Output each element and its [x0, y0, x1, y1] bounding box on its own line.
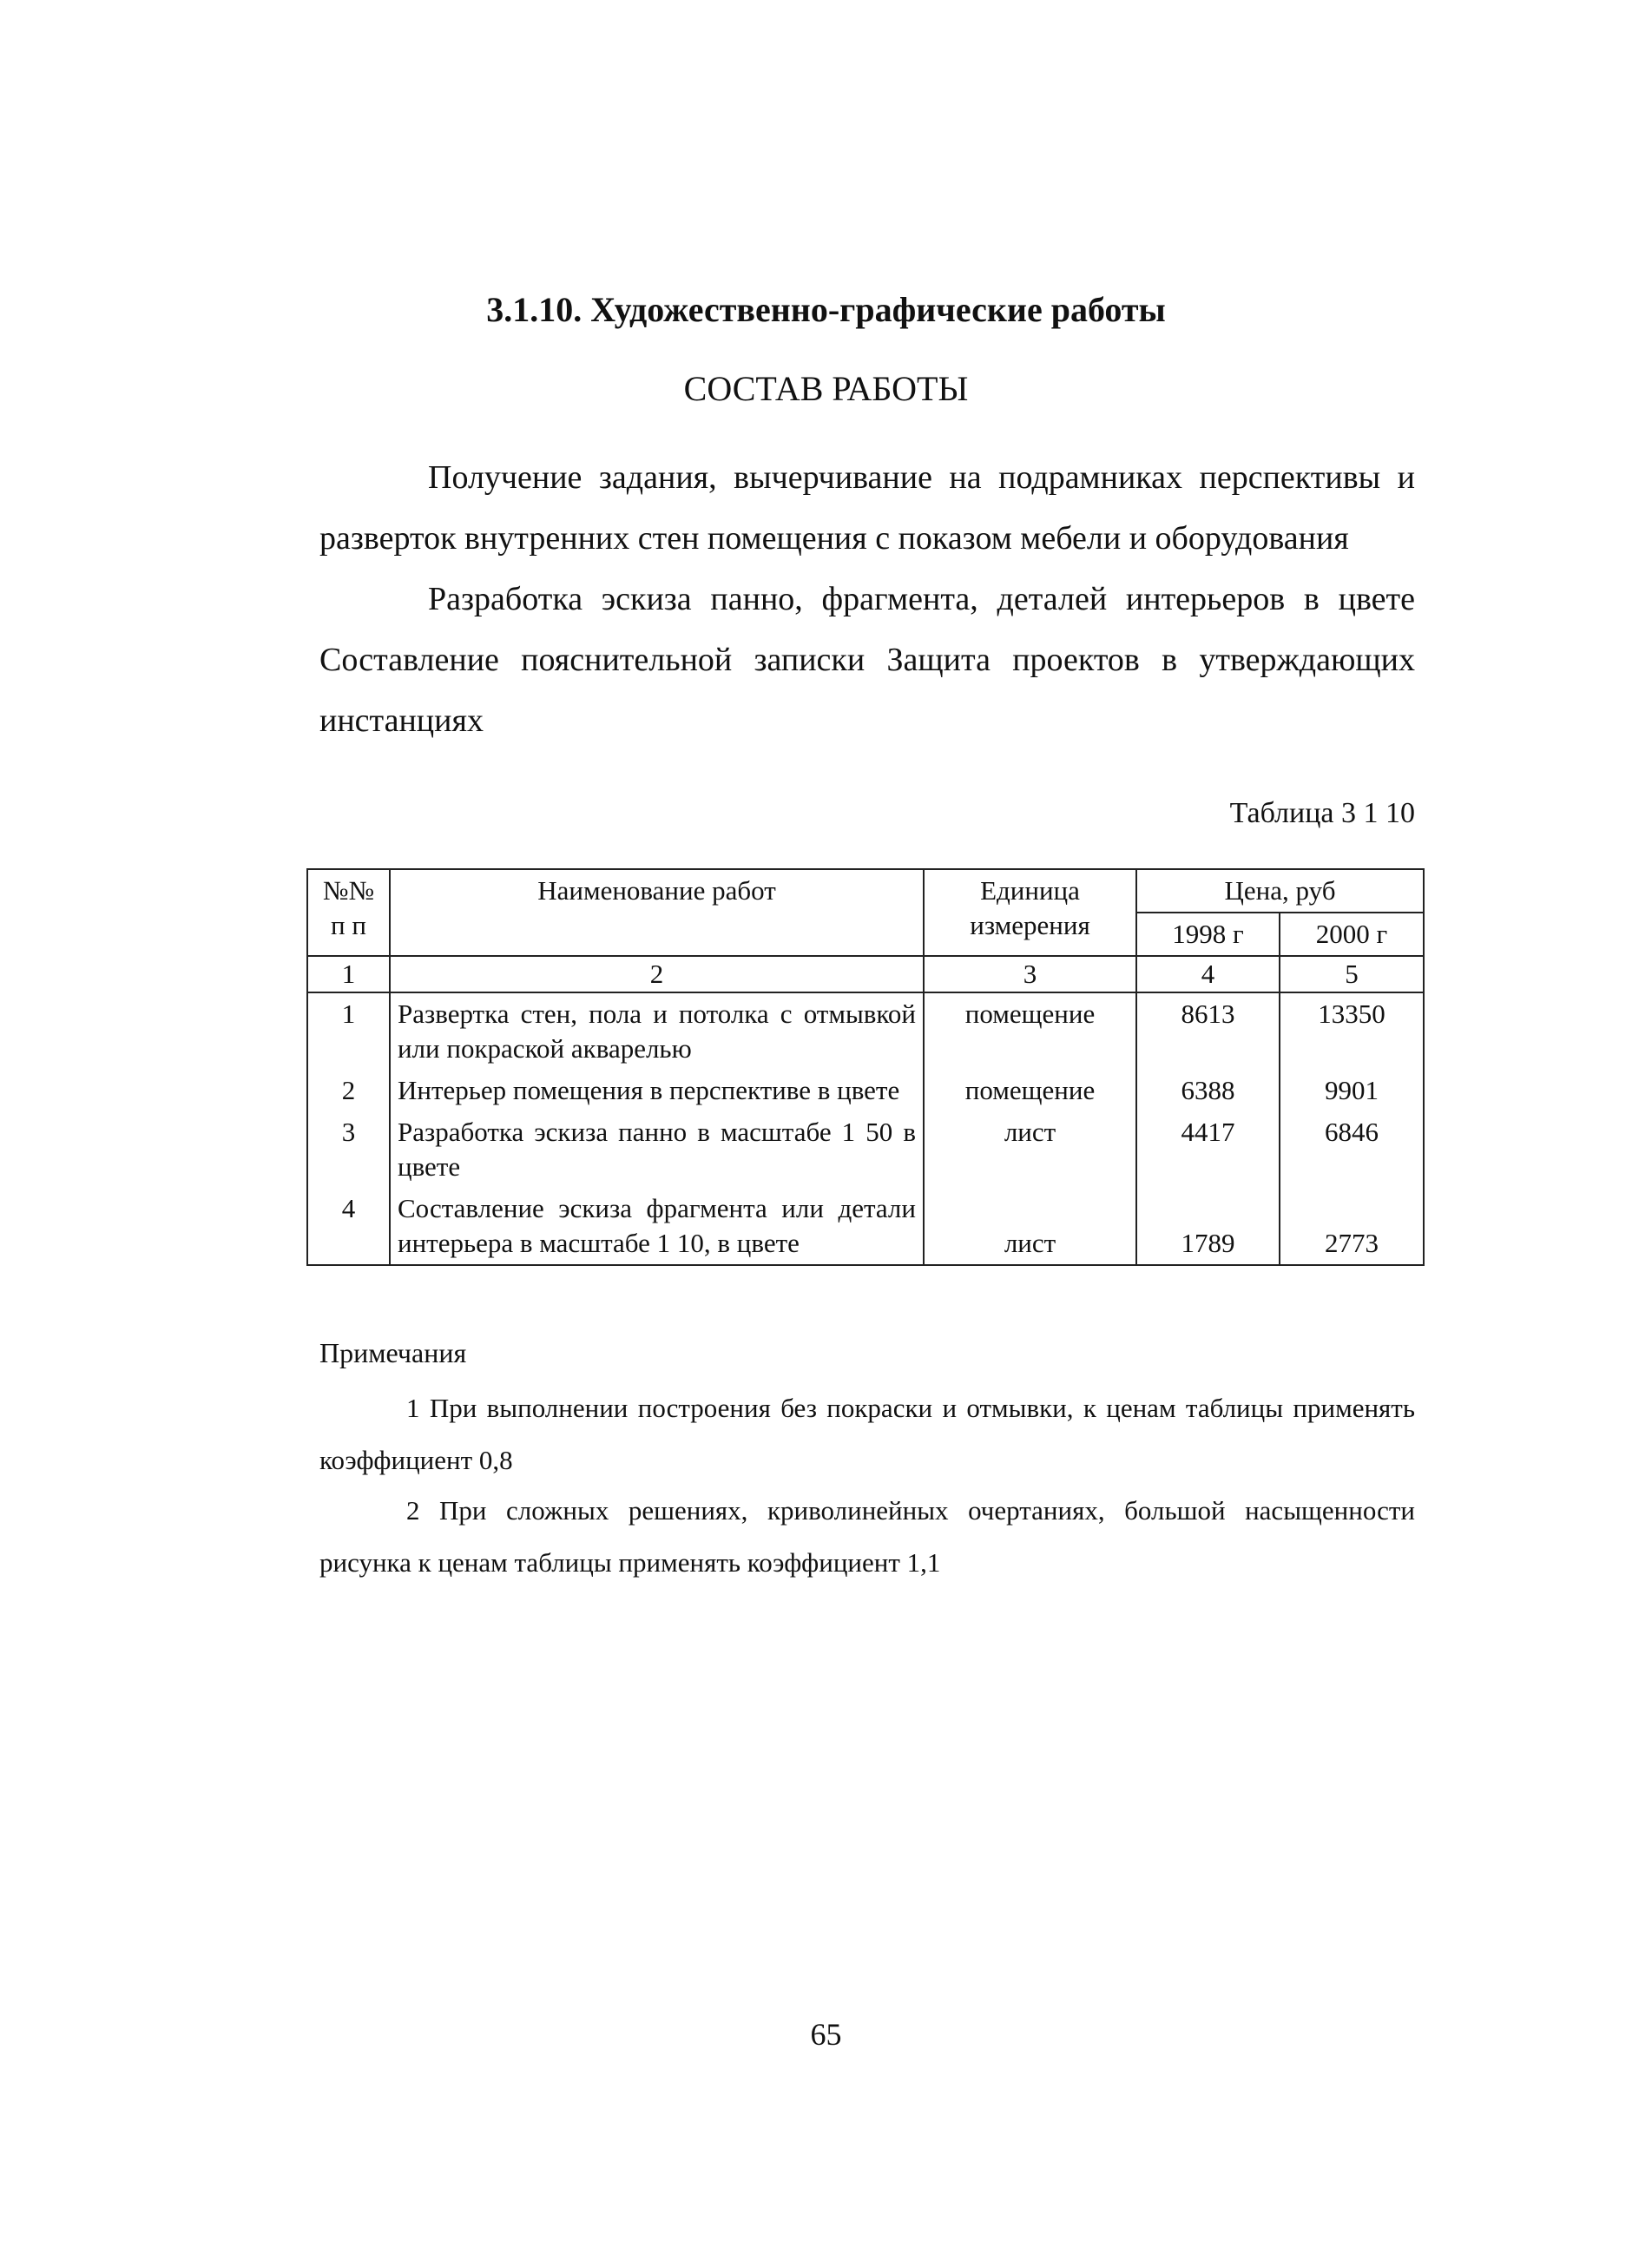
price-2000: 2773 [1280, 1188, 1424, 1265]
column-number-row [307, 956, 1424, 992]
table-row [307, 1188, 1424, 1265]
unit: помещение [924, 1070, 1136, 1111]
price-table [306, 868, 1425, 1266]
column-number: 3 [924, 956, 1136, 992]
note: 1 При выполнении построения без покраски и отмывки, к ценам таблицы применять коэффициент 0,8 [319, 1393, 1415, 1475]
subheading: СОСТАВ РАБОТЫ [683, 369, 969, 408]
paragraph: Разработка эскиза панно, фрагмента, деталей интерьеров в цвете Составление пояснительной записки Защита проектов в утверждающих инстанциях [319, 581, 1415, 739]
column-number: 1 [307, 956, 390, 992]
table-row [307, 1111, 1424, 1188]
unit: лист [924, 1188, 1136, 1265]
price-1998: 6388 [1136, 1070, 1280, 1111]
page-number: 65 [810, 2017, 842, 2052]
column-number: 4 [1136, 956, 1280, 992]
header-year-2000: 2000 г [1280, 913, 1424, 956]
work-name: Интерьер помещения в перспективе в цвете [390, 1070, 924, 1111]
unit: помещение [924, 992, 1136, 1070]
note: 2 При сложных решениях, криволинейных очертаниях, большой насыщенности рисунка к ценам таблицы применять коэффициент 1,1 [319, 1495, 1415, 1578]
row-number: 2 [307, 1070, 390, 1111]
price-1998: 4417 [1136, 1111, 1280, 1188]
work-name: Развертка стен, пола и потолка с отмывкой или покраской акварелью [390, 992, 924, 1070]
paragraph: Получение задания, вычерчивание на подрамниках перспективы и разверток внутренних стен помещения с показом мебели и оборудования [319, 459, 1415, 557]
header-year-1998: 1998 г [1136, 913, 1280, 956]
column-number: 2 [390, 956, 924, 992]
work-name: Разработка эскиза панно в масштабе 1 50 в цвете [390, 1111, 924, 1188]
price-2000: 9901 [1280, 1070, 1424, 1111]
header-price: Цена, руб [1136, 869, 1424, 913]
header-unit: Единица измерения [924, 869, 1136, 956]
notes-title: Примечания [319, 1337, 467, 1368]
header-name: Наименование работ [390, 869, 924, 956]
price-2000: 13350 [1280, 992, 1424, 1070]
price-1998: 1789 [1136, 1188, 1280, 1265]
column-number: 5 [1280, 956, 1424, 992]
row-number: 3 [307, 1111, 390, 1188]
table-caption: Таблица 3 1 10 [1229, 797, 1415, 829]
price-2000: 6846 [1280, 1111, 1424, 1188]
unit: лист [924, 1111, 1136, 1188]
work-name: Составление эскиза фрагмента или детали интерьера в масштабе 1 10, в цвете [390, 1188, 924, 1265]
row-number: 1 [307, 992, 390, 1070]
table-row [307, 1070, 1424, 1111]
header-number: №№ п п [307, 869, 390, 956]
section-title: 3.1.10. Художественно-графические работы [486, 290, 1166, 329]
price-1998: 8613 [1136, 992, 1280, 1070]
table-row [307, 992, 1424, 1070]
row-number: 4 [307, 1188, 390, 1265]
